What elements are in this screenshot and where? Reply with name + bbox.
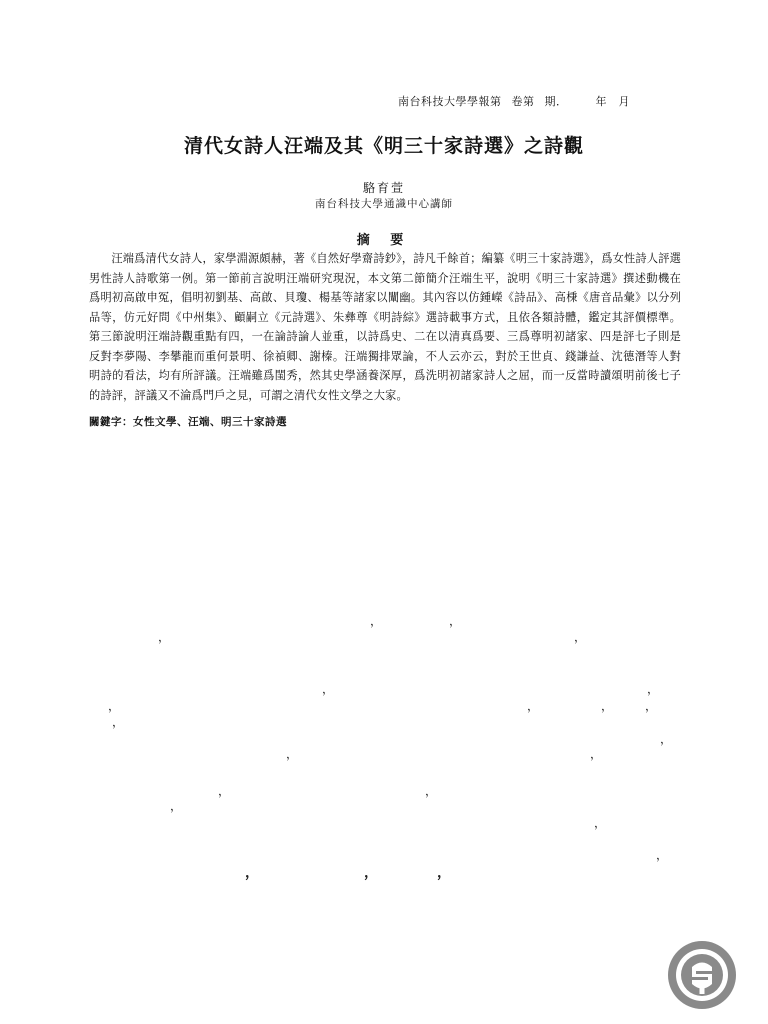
stray-comma: ， xyxy=(112,715,125,729)
stray-comma: ， xyxy=(158,630,171,644)
stray-comma: ， xyxy=(590,747,603,761)
stray-comma: ， xyxy=(425,784,438,798)
stray-comma: ， xyxy=(245,865,259,881)
stray-comma: ， xyxy=(660,732,673,746)
stray-comma: ， xyxy=(645,699,658,713)
stray-comma: ， xyxy=(170,799,183,813)
journal-date: 年 月 xyxy=(595,95,630,108)
stray-comma: ， xyxy=(108,699,121,713)
stray-comma: ， xyxy=(449,614,462,628)
stray-comma: ， xyxy=(437,865,451,881)
stray-comma: ， xyxy=(322,682,335,696)
university-logo-icon xyxy=(665,938,739,1012)
journal-name: 南台科技大學學報第 xyxy=(398,95,502,108)
abstract-body: 汪端爲清代女詩人，家學淵源頗赫，著《自然好學齋詩鈔》，詩凡千餘首；編纂《明三十家詩選》，爲女性詩人評選男性詩人詩歌第一例。第一節前言說明汪端研究現況，本文第二節簡介汪端生平，說明《明三十家詩選》撰述動機在爲明初高啟申冤，倡明初劉基、高啟、貝瓊、楊基等諸家以闡幽。其內容以仿鍾嶸《詩品》、高棅《唐音品彙》以分列品等，仿元好問《中州集》、顧嗣立《元詩選》、朱彝尊《明詩綜》選詩載事方式，且依各類詩體，鑑定其評價標準。第三節說明汪端詩觀重點有四，一在論詩論人並重，以詩爲史、二在以清真爲要、三爲尊明初諸家、四是評七子則是反對李夢陽、李攀龍而重何景明、徐禎卿、謝榛。汪端獨排眾論，不人云亦云，對於王世貞、錢謙益、沈德潛等人對明詩的看法，均有所評議。汪端雖爲閨秀，然其史學涵養深厚，爲洗明初諸家詩人之屈，而一反當時讀頌明前後七子的詩評，評議又不淪爲門戶之見，可謂之清代女性文學之大家。 xyxy=(89,252,681,402)
journal-header xyxy=(398,93,640,109)
stray-comma: ， xyxy=(656,848,669,862)
paper-title: 清代女詩人汪端及其《明三十家詩選》之詩觀 xyxy=(183,135,584,157)
stray-comma: ， xyxy=(647,682,660,696)
stray-comma: ， xyxy=(218,784,231,798)
stray-comma: ， xyxy=(286,747,299,761)
journal-issue: 期． xyxy=(544,95,568,108)
keywords: 關鍵字：女性文學、汪端、明三十家詩選 xyxy=(89,416,287,428)
abstract-heading: 摘 要 xyxy=(356,233,412,248)
stray-comma: ， xyxy=(527,699,540,713)
author-name: 駱育萱 xyxy=(362,181,405,195)
stray-comma: ， xyxy=(574,630,587,644)
stray-comma: ， xyxy=(370,614,383,628)
author-affiliation: 南台科技大學通識中心講師 xyxy=(315,198,453,210)
stray-comma: ， xyxy=(364,865,378,881)
journal-volume: 卷第 xyxy=(511,95,535,108)
stray-comma: ， xyxy=(594,816,607,830)
stray-comma: ， xyxy=(601,699,614,713)
